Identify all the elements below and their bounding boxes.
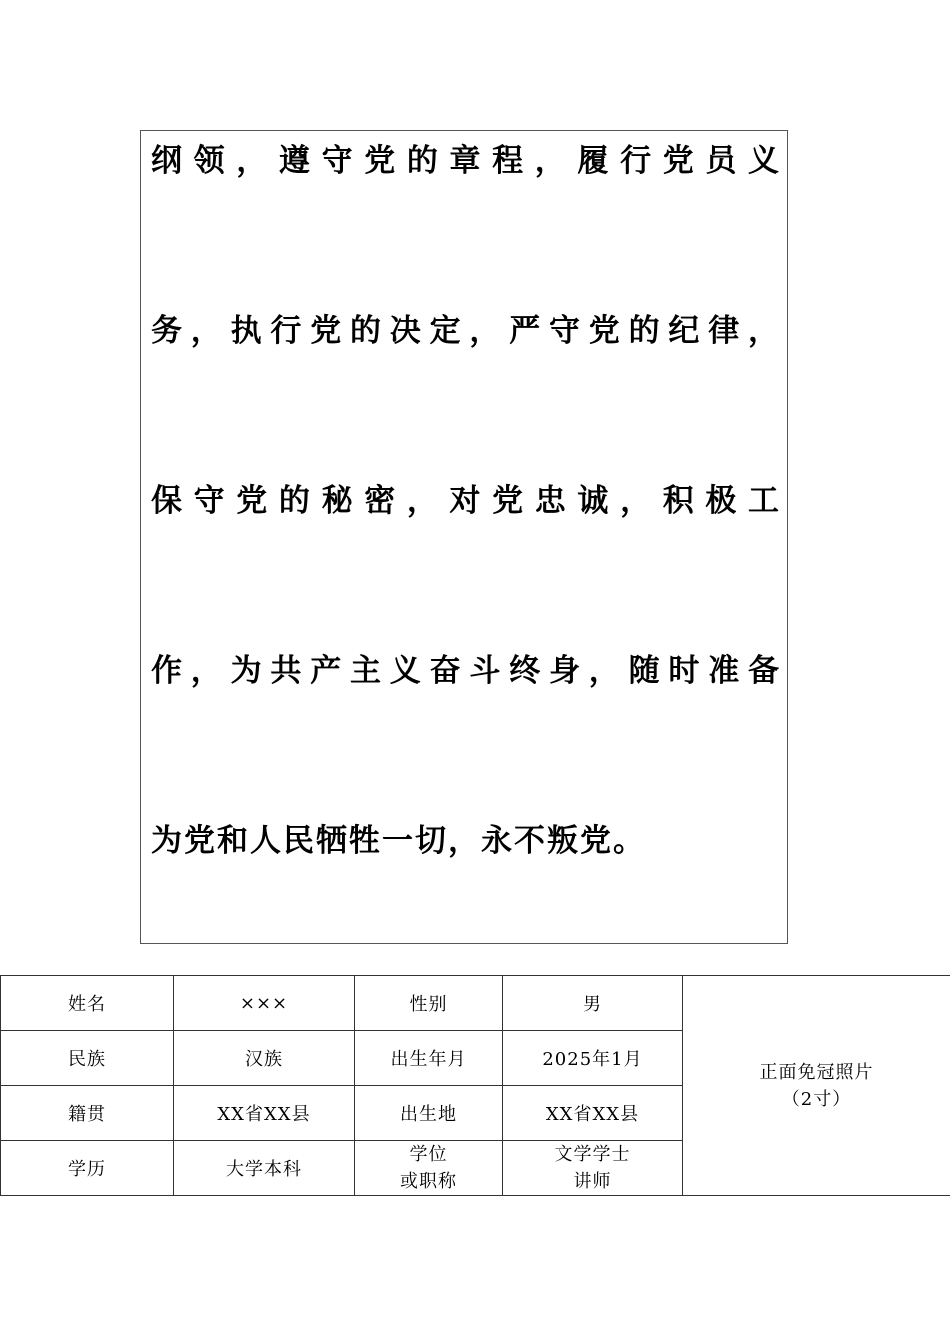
photo-size-label: （2寸） bbox=[781, 1088, 852, 1110]
oath-text-box bbox=[140, 130, 788, 944]
degree-value bbox=[503, 1141, 683, 1196]
oath-line: 务，执行党的决定，严守党的纪律， bbox=[151, 313, 779, 349]
photo-label: 正面免冠照片 bbox=[759, 1061, 874, 1083]
birth-date-value: 2025年1月 bbox=[503, 1031, 683, 1086]
gender-value: 男 bbox=[503, 976, 683, 1031]
degree-label bbox=[355, 1141, 503, 1196]
name-value: ××× bbox=[174, 976, 355, 1031]
education-label: 学历 bbox=[1, 1141, 174, 1196]
gender-label: 性别 bbox=[355, 976, 503, 1031]
photo-placeholder bbox=[683, 976, 950, 1196]
table-row bbox=[1, 976, 950, 1031]
ethnicity-label: 民族 bbox=[1, 1031, 174, 1086]
name-label: 姓名 bbox=[1, 976, 174, 1031]
birthplace-value: XX省XX县 bbox=[503, 1086, 683, 1141]
birthplace-label: 出生地 bbox=[355, 1086, 503, 1141]
ethnicity-value: 汉族 bbox=[174, 1031, 355, 1086]
degree-value-line: 文学学士 bbox=[554, 1144, 631, 1165]
oath-line: 纲领，遵守党的章程，履行党员义 bbox=[151, 143, 779, 179]
personal-info-table bbox=[0, 975, 950, 1196]
oath-line: 保守党的秘密，对党忠诚，积极工 bbox=[151, 483, 779, 519]
oath-line: 作，为共产主义奋斗终身，随时准备 bbox=[151, 653, 779, 689]
education-value: 大学本科 bbox=[174, 1141, 355, 1196]
origin-label: 籍贯 bbox=[1, 1086, 174, 1141]
birth-date-label: 出生年月 bbox=[355, 1031, 503, 1086]
degree-label-line: 或职称 bbox=[400, 1171, 457, 1192]
origin-value: XX省XX县 bbox=[174, 1086, 355, 1141]
title-value-line: 讲师 bbox=[573, 1171, 612, 1192]
oath-line: 为党和人民牺牲一切，永不叛党。 bbox=[151, 823, 646, 859]
degree-label-line: 学位 bbox=[409, 1144, 448, 1165]
